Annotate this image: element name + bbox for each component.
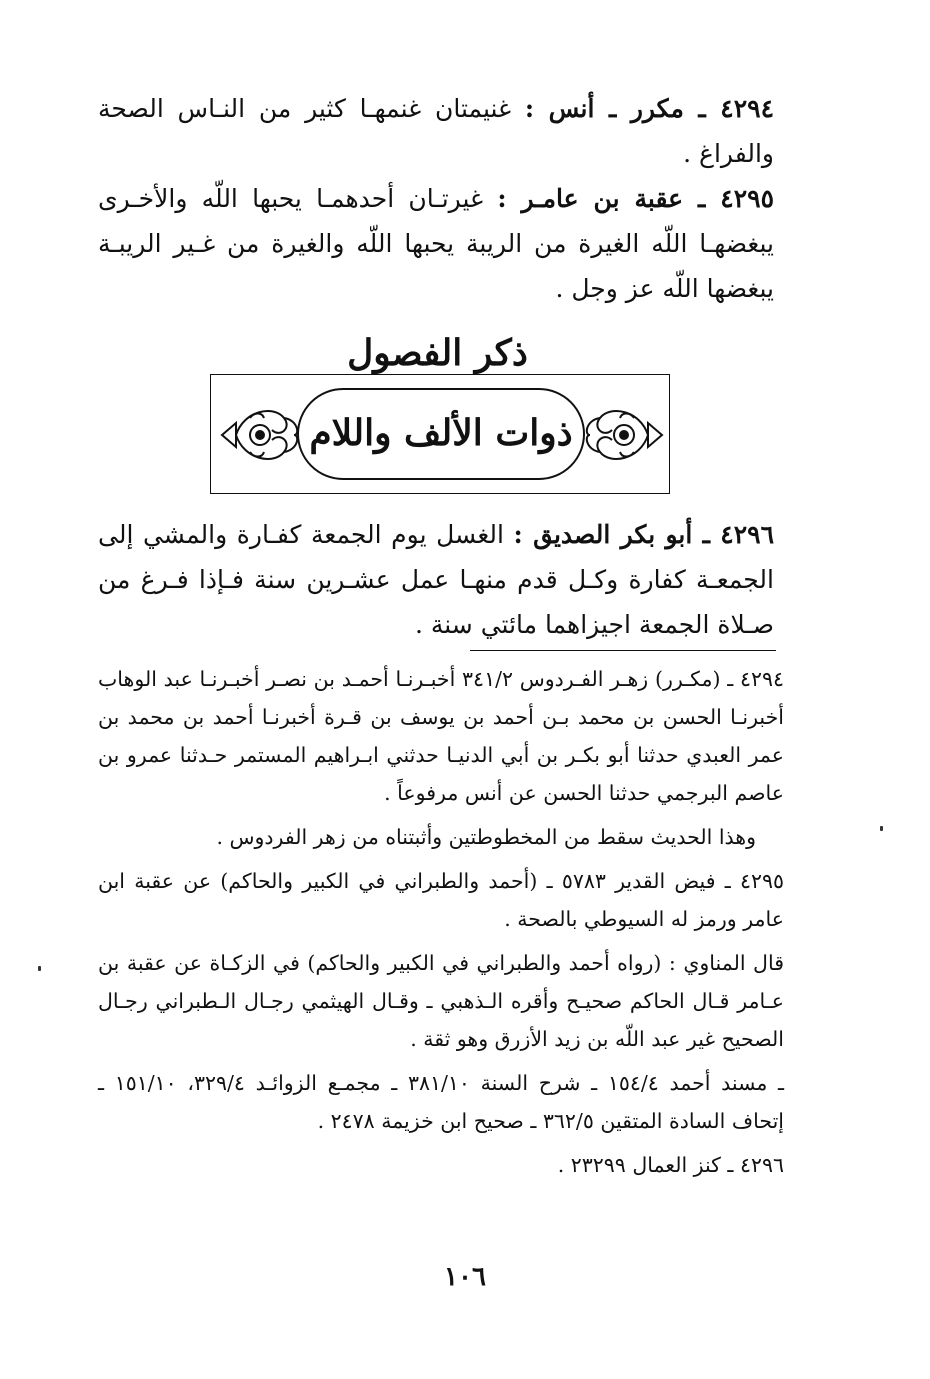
hadith-4294-lead: ٤٢٩٤ ـ مكرر ـ أنس : (524, 94, 774, 123)
footnote-4295-sources: ـ مسند أحمد ١٥٤/٤ ـ شرح السنة ٣٨١/١٠ ـ مجمـع الزوائـد ٣٢٩/٤، ١٥١/١٠ ـ إتحاف السادة المتقين ٣٦٢/٥ ـ صحيح ابن خزيمة ٢٤٧٨ . (98, 1071, 785, 1133)
footnote-4295-munawi: قال المناوي : (رواه أحمد والطبراني في الكبير والحاكم) في الزكـاة عن عقبة بن عـامر قـال الحاكم صحيـح وأقره الـذهبي ـ وقـال الهيثمي رجـال الـطبراني رجـال الصحيح غير عبد اللّه بن زيد الأزرق وهو ثقة . (98, 951, 784, 1051)
hadith-4294 (98, 86, 774, 176)
right-arabesque-ornament (580, 390, 670, 480)
footnote-separator (470, 650, 776, 651)
footnote-4295: ٤٢٩٥ ـ فيض القدير ٥٧٨٣ ـ (أحمد والطبراني في الكبير والحاكم) عن عقبة ابن عامر ورمز له السيوطي بالصحة . (98, 869, 784, 931)
hadith-4296-text: الغسل يوم الجمعة كفـارة والمشي إلى الجمعـة كفارة وكـل قدم منهـا عمل عشـرين سنة فـإذا فـرغ من صـلاة الجمعة اجيزاهما مائتي سنة . (98, 520, 774, 639)
hadith-4296-lead: ٤٢٩٦ ـ أبو بكر الصديق : (513, 520, 774, 549)
left-arabesque-ornament (214, 390, 304, 480)
footnotes (98, 660, 784, 1190)
section-title: ذوات الألف واللام (309, 412, 573, 454)
scan-speck (38, 966, 41, 971)
hadith-4295-lead: ٤٢٩٥ ـ عقبة بن عامـر : (497, 184, 774, 213)
hadith-4294-text: غنيمتان غنمهـا كثير من النـاس الصحة والفراغ . (98, 94, 774, 168)
hadith-4295-text: غيرتـان أحدهمـا يحبها اللّه والأخـرى يبغضهـا اللّه الغيرة من الريبة يحبها اللّه والغيرة من غـير الريبـة يبغضها اللّه عز وجل . (98, 184, 774, 303)
page-number: ١٠٦ (444, 1262, 486, 1292)
footnote-4294-remark: وهذا الحديث سقط من المخطوطتين وأثبتناه من زهر الفردوس . (216, 825, 756, 849)
hadith-4296 (98, 512, 774, 647)
section-heading-top: ذكر الفصول (347, 332, 528, 374)
footnote-4294: ٤٢٩٤ ـ (مكـرر) زهـر الفـردوس ٣٤١/٢ أخبـرنـا أحمـد بن نصـر أخبـرنـا عبد الوهاب أخبرنـا الحسن بن محمد بـن أحمد بن يوسف بن قـرة أخبرنـا أحمد بن محمد بن عمر العبدي حدثنا أبو بكـر بن أبي الدنيـا حدثني ابـراهيم المستمر حـدثنا عمرو بن عاصم البرجمي حدثنا الحسن عن أنس مرفوعاً . (98, 667, 785, 805)
scan-speck (880, 826, 883, 831)
footnote-4296: ٤٢٩٦ ـ كنز العمال ٢٣٢٩٩ . (557, 1153, 784, 1177)
hadith-4295 (98, 176, 774, 311)
